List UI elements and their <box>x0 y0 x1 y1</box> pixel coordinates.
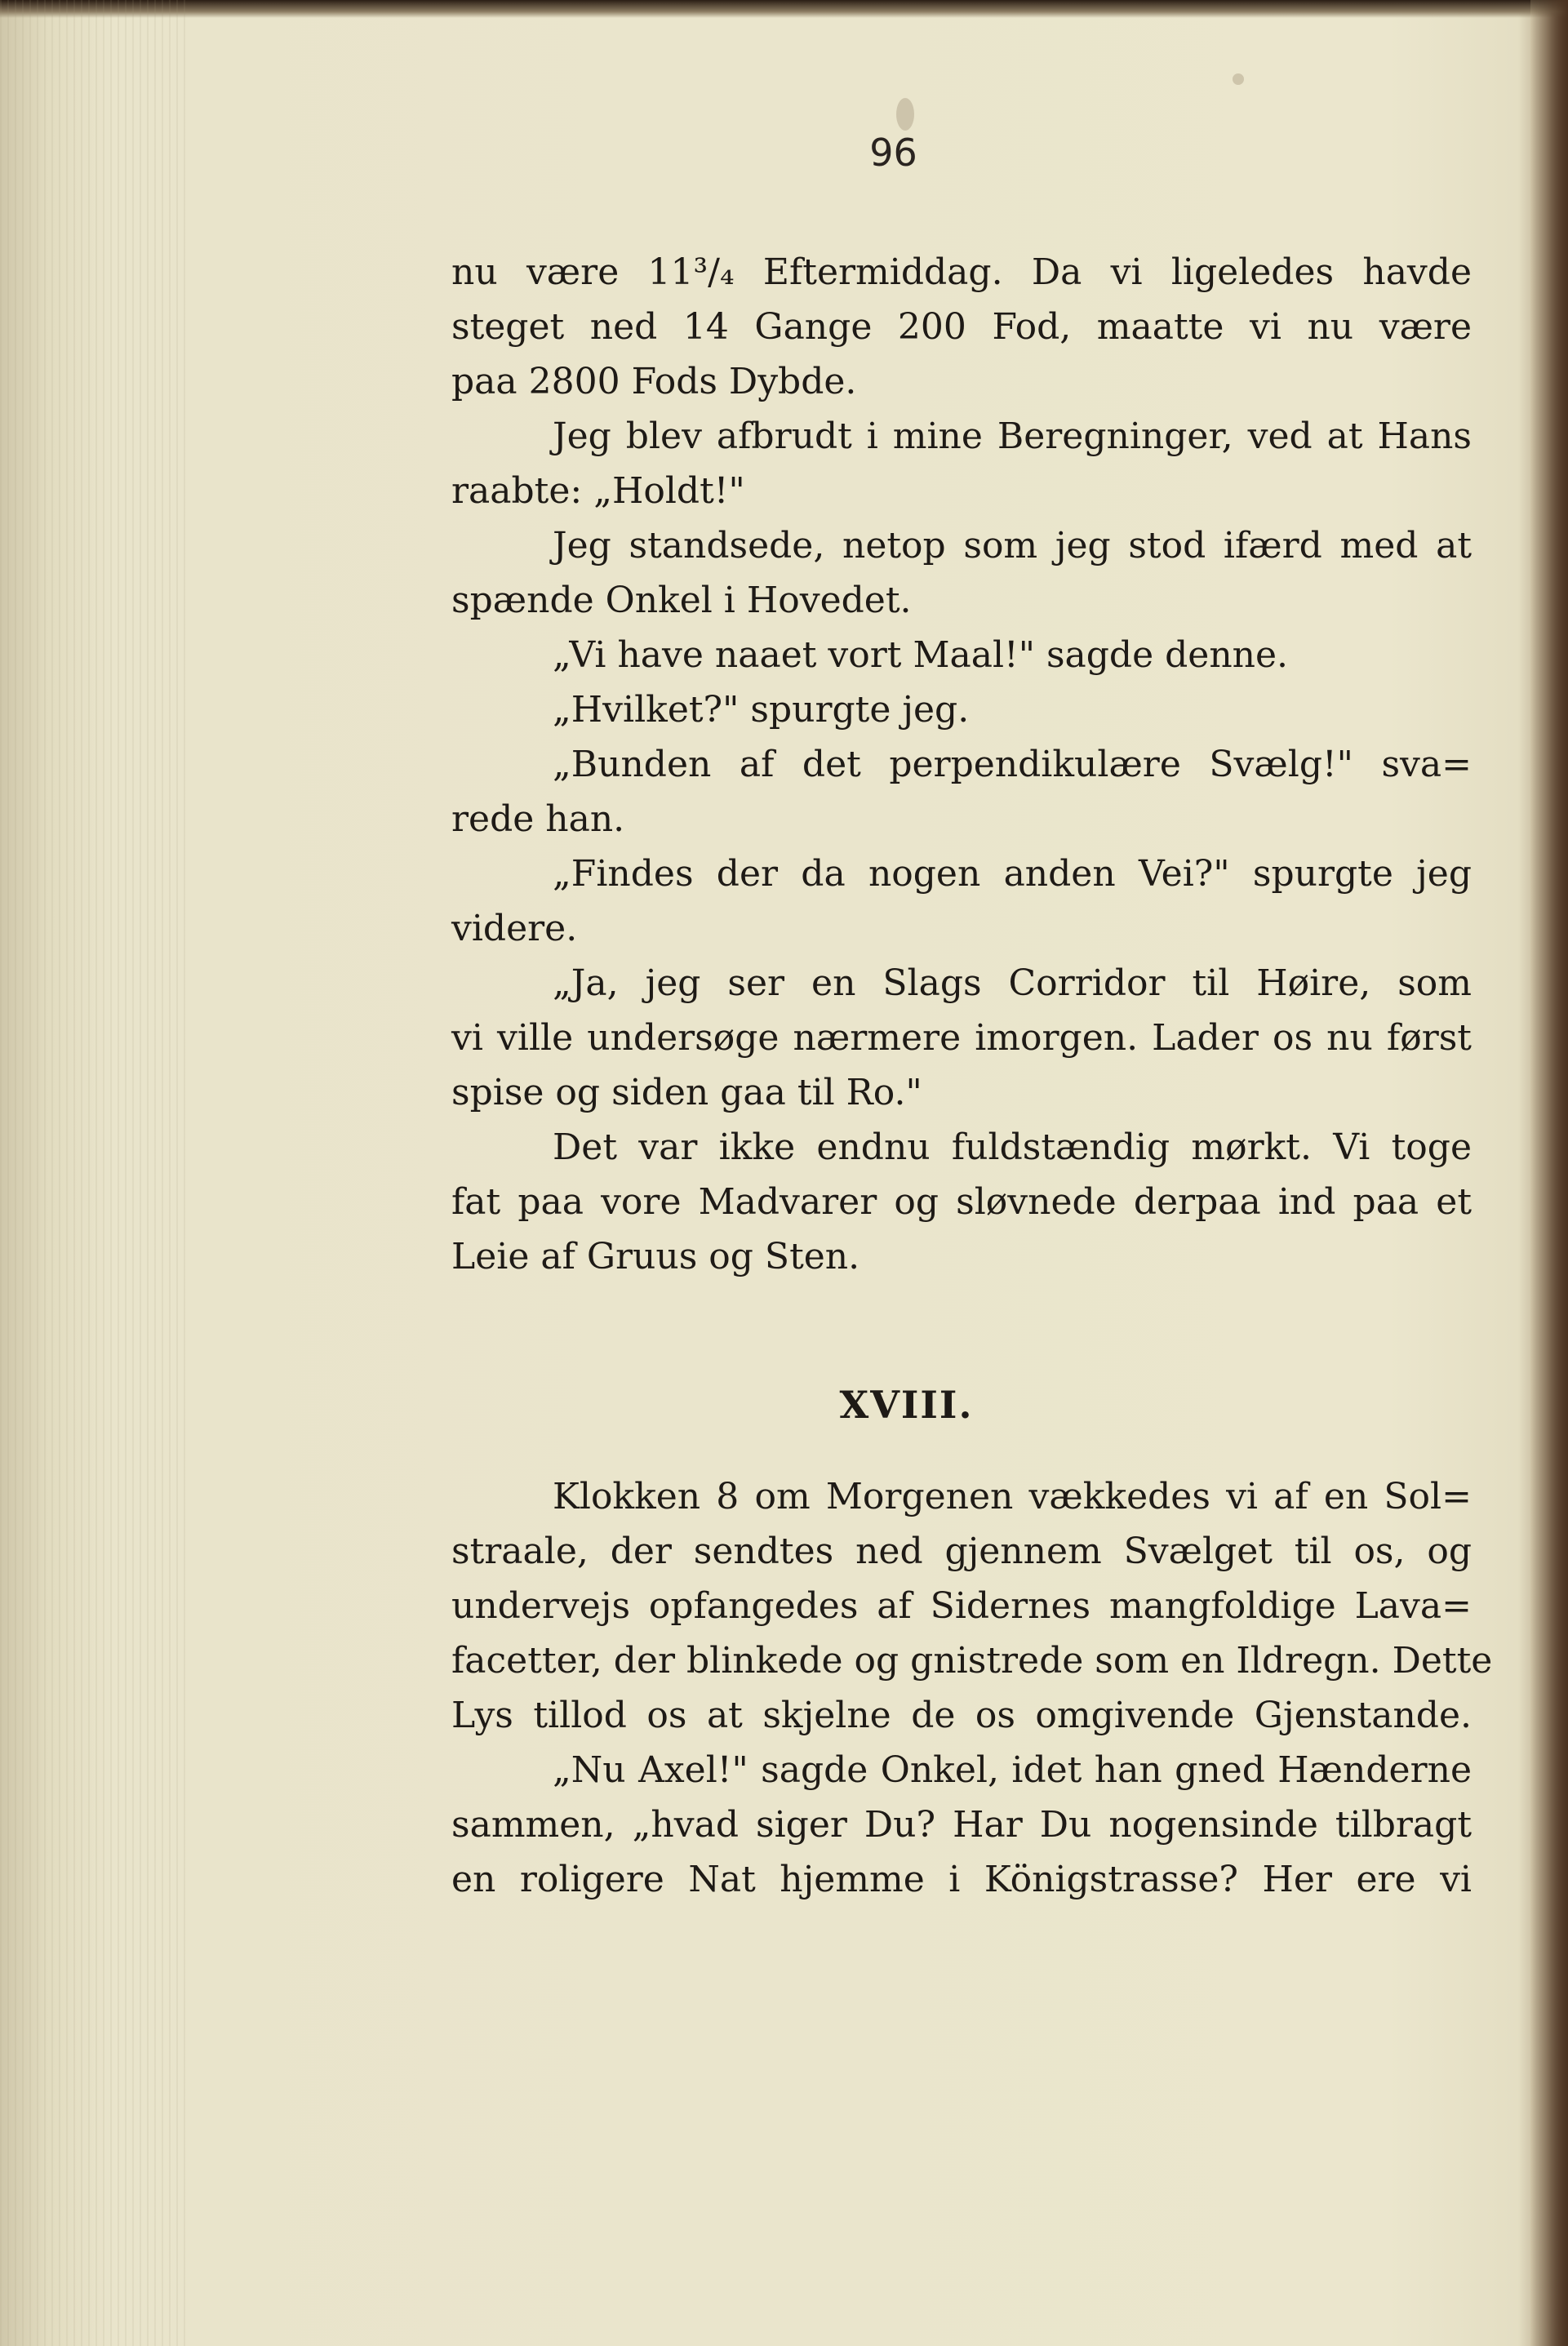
text-line: vi ville undersøge nærmere imorgen. Lader os nu først <box>451 1017 1472 1059</box>
text-line: „Bunden af det perpendikulære Svælg!" sva= <box>553 744 1472 785</box>
text-line: nu være 11³/₄ Eftermiddag. Da vi ligeledes havde <box>451 251 1472 293</box>
text-line: Det var ikke endnu fuldstændig mørkt. Vi toge <box>553 1126 1472 1168</box>
text-line: Jeg standsede, netop som jeg stod ifærd med at <box>553 525 1472 567</box>
text-line: sammen, „hvad siger Du? Har Du nogensinde tilbragt <box>451 1804 1472 1846</box>
text-line: Lys tillod os at skjelne de os omgivende Gjenstande. <box>451 1695 1472 1736</box>
page-top-shadow <box>0 0 1568 18</box>
text-line: „Nu Axel!" sagde Onkel, idet han gned Hænderne <box>553 1749 1472 1791</box>
binding-shadow <box>1530 0 1568 2346</box>
text-line: „Vi have naaet vort Maal!" sagde denne. <box>553 634 1289 676</box>
ink-spot <box>896 98 914 131</box>
text-line: steget ned 14 Gange 200 Fod, maatte vi nu være <box>451 306 1472 348</box>
chapter-heading: XVIII. <box>839 1383 974 1427</box>
text-line: facetter, der blinkede og gnistrede som en Ildregn. Dette <box>451 1640 1493 1682</box>
text-line: Klokken 8 om Morgenen vækkedes vi af en Sol= <box>553 1476 1472 1517</box>
text-line: Leie af Gruus og Sten. <box>451 1236 860 1277</box>
text-line: rede han. <box>451 798 625 840</box>
text-line: straale, der sendtes ned gjennem Svælget til os, og <box>451 1531 1472 1572</box>
text-line: videre. <box>451 908 578 949</box>
text-block-lower <box>451 1469 1493 1907</box>
text-line: raabte: „Holdt!" <box>451 470 745 512</box>
text-line: „Findes der da nogen anden Vei?" spurgte jeg <box>553 853 1472 895</box>
text-line: spænde Onkel i Hovedet. <box>451 580 912 621</box>
text-block-upper <box>451 245 1472 1284</box>
text-line: „Hvilket?" spurgte jeg. <box>553 689 970 731</box>
page-stack-edge <box>0 0 188 2346</box>
text-line: fat paa vore Madvarer og sløvnede derpaa ind paa et <box>451 1181 1472 1223</box>
page-number: 96 <box>869 131 917 175</box>
text-line: spise og siden gaa til Ro." <box>451 1072 922 1113</box>
text-line: paa 2800 Fods Dybde. <box>451 361 857 402</box>
text-line: undervejs opfangedes af Sidernes mangfoldige Lava= <box>451 1585 1472 1627</box>
text-line: en roligere Nat hjemme i Königstrasse? Her ere vi <box>451 1859 1472 1900</box>
text-line: „Ja, jeg ser en Slags Corridor til Høire, som <box>553 962 1472 1004</box>
text-line: Jeg blev afbrudt i mine Beregninger, ved at Hans <box>553 415 1472 457</box>
ink-spot <box>1233 73 1244 85</box>
